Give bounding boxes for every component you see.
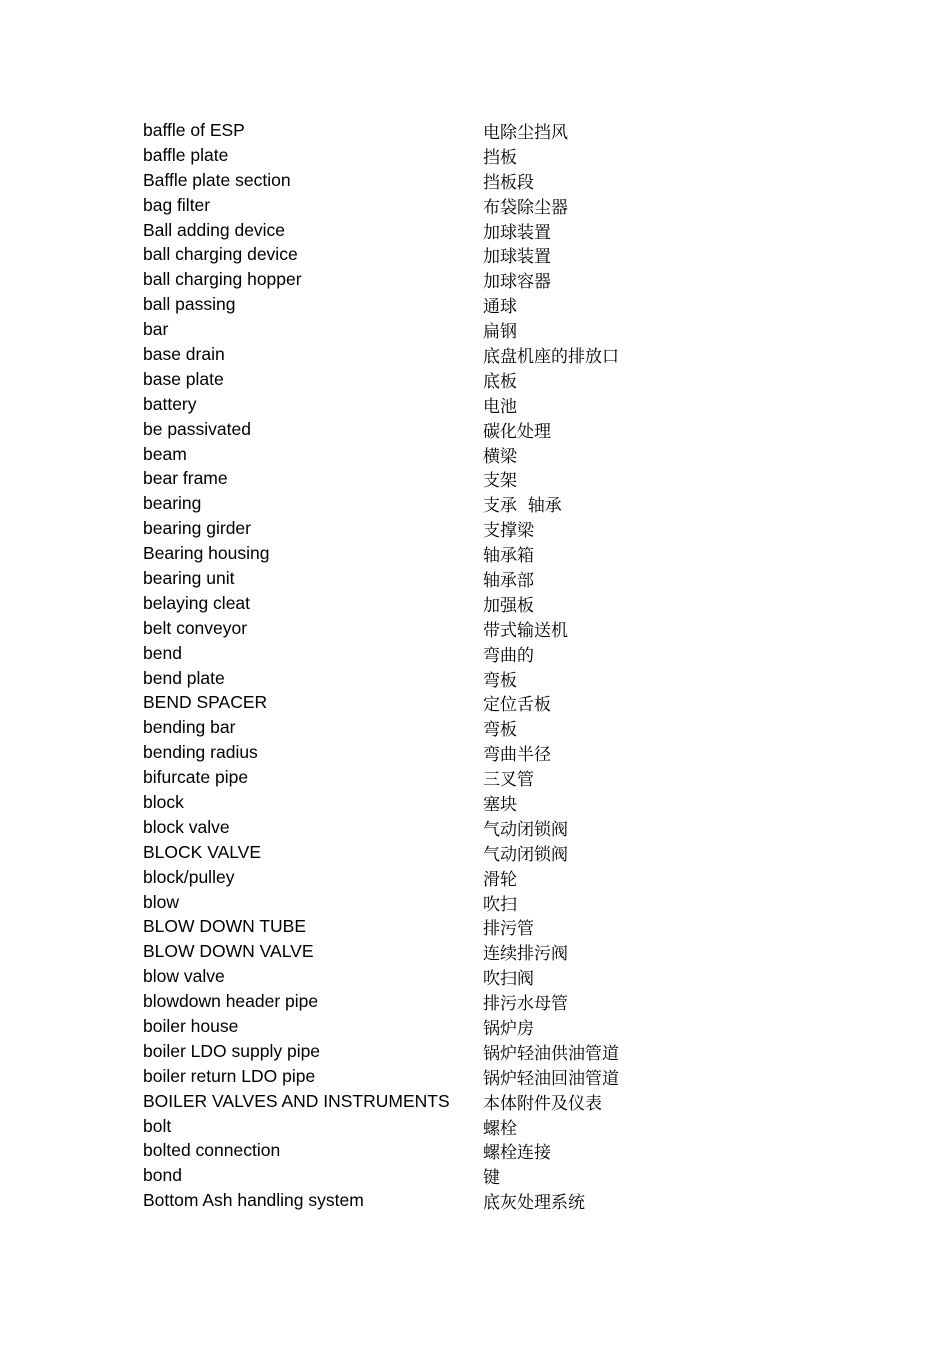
glossary-row [143,591,703,616]
glossary-translation: 轴承部 [483,570,534,591]
glossary-translation: 排污水母管 [483,994,568,1015]
glossary-translation: 吹扫 [483,894,517,915]
glossary-term: ball passing [143,294,236,315]
glossary-translation: 横梁 [483,446,517,467]
glossary-term: bond [143,1165,182,1186]
glossary-term: base plate [143,368,224,389]
glossary-translation: 弯曲半径 [483,745,551,766]
glossary-term: bend [143,642,182,663]
glossary-row [143,765,703,790]
glossary-row [143,790,703,815]
glossary-list [143,118,703,1213]
glossary-term: BEND SPACER [143,692,268,713]
glossary-translation: 带式输送机 [483,620,568,641]
glossary-term: bear frame [143,468,228,489]
glossary-row [143,690,703,715]
glossary-row [143,193,703,218]
glossary-row [143,367,703,392]
glossary-term: bend plate [143,667,225,688]
glossary-term: bolted connection [143,1140,281,1161]
glossary-term: baffle of ESP [143,119,245,140]
glossary-row [143,242,703,267]
glossary-translation: 通球 [483,297,517,318]
glossary-term: blow valve [143,966,225,987]
glossary-row [143,666,703,691]
glossary-row [143,292,703,317]
glossary-translation: 三叉管 [483,770,534,791]
glossary-row [143,740,703,765]
glossary-translation: 定位舌板 [483,695,551,716]
glossary-term: bag filter [143,194,211,215]
glossary-translation: 吹扫阀 [483,969,534,990]
glossary-translation: 气动闭锁阀 [483,819,568,840]
glossary-term: BLOW DOWN TUBE [143,916,307,937]
glossary-term: BOILER VALVES AND INSTRUMENTS [143,1090,450,1111]
glossary-row [143,516,703,541]
glossary-translation: 支架 [483,471,517,492]
glossary-translation: 螺栓 [483,1118,517,1139]
glossary-term: bearing girder [143,518,251,539]
glossary-translation: 加球装置 [483,247,551,268]
glossary-term: Ball adding device [143,219,286,240]
glossary-term: boiler return LDO pipe [143,1065,316,1086]
glossary-row [143,267,703,292]
glossary-row [143,865,703,890]
glossary-row [143,715,703,740]
glossary-row [143,1039,703,1064]
glossary-term: bearing unit [143,567,235,588]
glossary-translation: 弯曲的 [483,645,534,666]
glossary-term: block [143,791,184,812]
glossary-translation: 键 [483,1168,500,1189]
glossary-term: bar [143,319,169,340]
glossary-row [143,317,703,342]
glossary-translation: 底灰处理系统 [483,1193,585,1214]
glossary-term: Bottom Ash handling system [143,1190,364,1211]
glossary-term: bending bar [143,717,236,738]
glossary-row [143,815,703,840]
glossary-term: be passivated [143,418,251,439]
glossary-translation: 电池 [483,396,517,417]
glossary-row [143,491,703,516]
glossary-term: base drain [143,343,225,364]
glossary-row [143,989,703,1014]
glossary-row [143,939,703,964]
glossary-row [143,218,703,243]
glossary-term: block valve [143,816,230,837]
glossary-term: Bearing housing [143,543,270,564]
glossary-translation: 加强板 [483,595,534,616]
glossary-translation: 锅炉轻油供油管道 [483,1043,619,1064]
glossary-row [143,442,703,467]
glossary-row [143,168,703,193]
glossary-row [143,1089,703,1114]
glossary-translation: 弯板 [483,670,517,691]
glossary-row [143,342,703,367]
glossary-term: BLOW DOWN VALVE [143,941,314,962]
glossary-translation: 底板 [483,371,517,392]
glossary-translation: 支撑梁 [483,521,534,542]
glossary-row [143,1014,703,1039]
glossary-term: bifurcate pipe [143,767,249,788]
glossary-translation: 支承 轴承 [483,496,562,517]
glossary-term: belt conveyor [143,617,248,638]
glossary-row [143,1114,703,1139]
glossary-row [143,417,703,442]
glossary-row [143,1163,703,1188]
glossary-term: bolt [143,1115,172,1136]
glossary-translation: 加球容器 [483,272,551,293]
glossary-translation: 挡板段 [483,172,534,193]
glossary-translation: 螺栓连接 [483,1143,551,1164]
glossary-row [143,616,703,641]
glossary-translation: 气动闭锁阀 [483,844,568,865]
glossary-term: boiler LDO supply pipe [143,1040,321,1061]
glossary-translation: 布袋除尘器 [483,197,568,218]
glossary-row [143,915,703,940]
glossary-translation: 轴承箱 [483,546,534,567]
glossary-row [143,143,703,168]
glossary-term: ball charging device [143,244,298,265]
glossary-row [143,392,703,417]
glossary-translation: 滑轮 [483,869,517,890]
glossary-translation: 本体附件及仪表 [483,1093,602,1114]
glossary-translation: 挡板 [483,147,517,168]
glossary-term: block/pulley [143,866,235,887]
glossary-row [143,964,703,989]
glossary-translation: 碳化处理 [483,421,551,442]
glossary-term: Baffle plate section [143,169,291,190]
glossary-term: beam [143,443,187,464]
glossary-row [143,641,703,666]
glossary-row [143,890,703,915]
glossary-term: bearing [143,493,202,514]
glossary-term: baffle plate [143,144,229,165]
glossary-term: blowdown header pipe [143,991,319,1012]
glossary-translation: 排污管 [483,919,534,940]
glossary-translation: 弯板 [483,720,517,741]
glossary-term: belaying cleat [143,592,251,613]
glossary-translation: 电除尘挡风 [483,122,568,143]
glossary-translation: 连续排污阀 [483,944,568,965]
glossary-term: ball charging hopper [143,269,302,290]
glossary-term: battery [143,393,197,414]
glossary-row [143,1064,703,1089]
glossary-row [143,566,703,591]
glossary-translation: 锅炉房 [483,1019,534,1040]
glossary-translation: 扁钢 [483,322,517,343]
glossary-translation: 加球装置 [483,222,551,243]
glossary-term: BLOCK VALVE [143,841,262,862]
glossary-row [143,840,703,865]
glossary-translation: 底盘机座的排放口 [483,346,619,367]
glossary-row [143,466,703,491]
glossary-translation: 塞块 [483,795,517,815]
glossary-term: boiler house [143,1016,239,1036]
glossary-row [143,118,703,143]
glossary-row [143,1139,703,1164]
glossary-row [143,541,703,566]
glossary-translation: 锅炉轻油回油管道 [483,1068,619,1089]
glossary-term: blow [143,891,179,912]
glossary-term: bending radius [143,742,258,763]
glossary-row [143,1188,703,1213]
